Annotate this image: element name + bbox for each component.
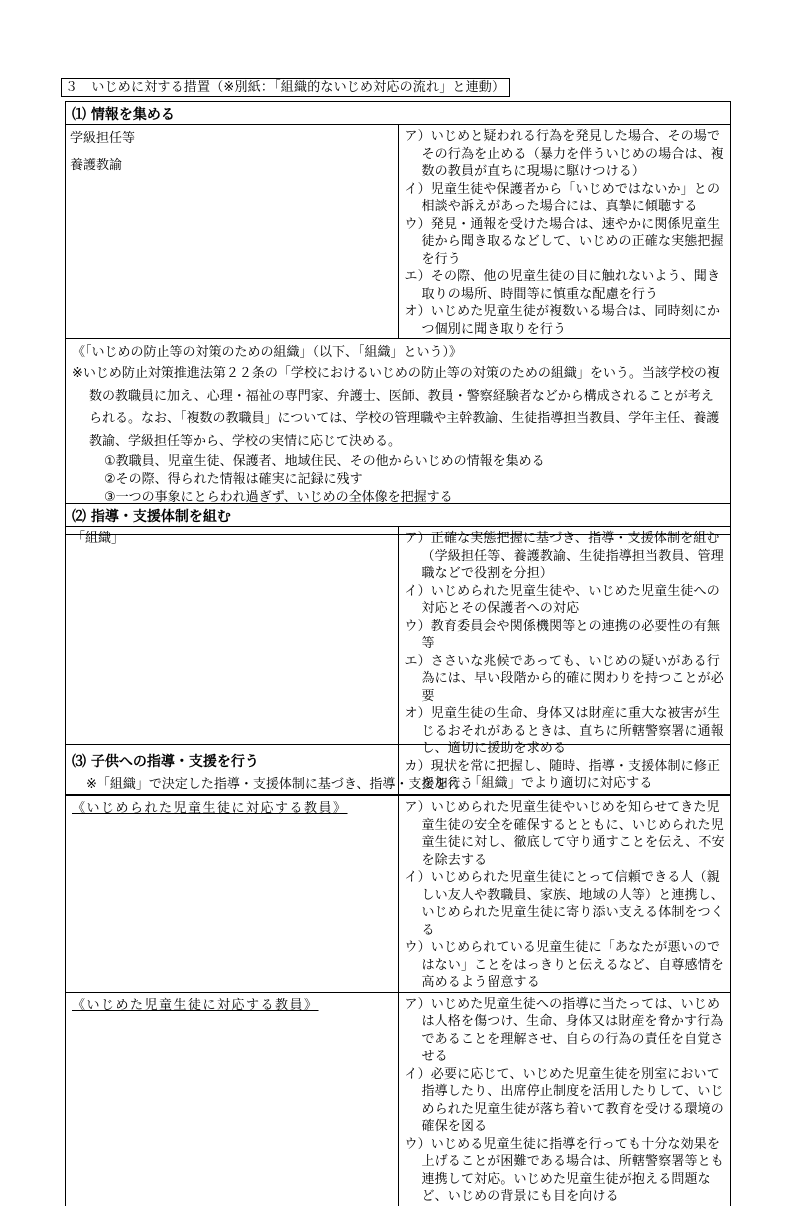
list-item: エ）ささいな兆候であっても、いじめの疑いがある行為には、早い段階から的確に関わりを持つことが必要	[404, 653, 724, 704]
list-item: ア）いじめと疑われる行為を発見した場合、その場でその行為を止める（暴力を伴ういじめの場合は、複数の教員が直ちに現場に駆けつける）	[404, 129, 724, 179]
list-item: ア）いじめられた児童生徒やいじめを知らせてきた児童生徒の安全を確保するとともに、いじめられた児童生徒に対し、徹底して守り通すことを伝え、不安を除去する	[404, 800, 725, 868]
list-item: ア）いじめた児童生徒への指導に当たっては、いじめは人格を傷つけ、生命、身体又は財産を脅かす行為であることを理解させ、自らの行為の責任を自覚させる	[404, 996, 724, 1064]
section-1-table	[65, 101, 731, 541]
role-nurse: 養護教諭	[70, 157, 123, 173]
section-3-bully-items	[398, 992, 731, 1206]
list-item: エ）その際、他の児童生徒の目に触れないよう、聞き取りの場所、時間等に慎重な配慮を行う	[404, 269, 721, 302]
list-item: イ）いじめられた児童生徒にとって信頼できる人（親しい友人や教職員、家族、地域の人等）と連携し、いじめられた児童生徒に寄り添い支える体制をつくる	[404, 870, 724, 938]
list-item: ウ）発見・通報を受けた場合は、速やかに関係児童生徒から聞き取るなどして、いじめの正確な実態把握を行う	[404, 216, 724, 267]
list-item: ウ）教育委員会や関係機関等との連携の必要性の有無 等	[404, 618, 734, 651]
list-item: イ）いじめられた児童生徒や、いじめた児童生徒への対応とその保護者への対応	[404, 583, 720, 616]
list-item: カ）現状を常に把握し、随時、指導・支援体制に修正を加え、「組織」でより適切に対応する	[404, 758, 721, 791]
list-item: イ）必要に応じて、いじめた児童生徒を別室において指導したり、出席停止制度を活用したりして、いじめられた児童生徒が落ち着いて教育を受ける環境の確保を図る	[404, 1066, 724, 1134]
section-3-table	[65, 744, 731, 1206]
list-item: ア）正確な実態把握に基づき、指導・支援体制を組む（学級担任等、養護教諭、生徒指導担当教員、管理職などで役割を分担）	[404, 531, 724, 581]
note-body: ※いじめ防止対策推進法第２２条の「学校におけるいじめの防止等の対策のための組織」をいう。当該学校の複数の教職員に加え、心理・福祉の専門家、弁護士、医師、教員・警察経験者などから構成されることが考えられる。なお、「複数の教職員」については、学校の管理職や主幹教諭、生徒指導担当教員、学年主任、養護教諭、学級担任等から、学校の実情に応じて決める。	[72, 366, 720, 449]
section-1-title: ⑴ 情報を集める	[66, 102, 731, 125]
note-point: ③一つの事象にとらわれ過ぎず、いじめの全体像を把握する	[104, 490, 453, 505]
list-item: イ）児童生徒や保護者から「いじめではないか」との相談や訴えがあった場合には、真摯に傾聴する	[404, 181, 721, 214]
role-homeroom: 学級担任等	[70, 131, 136, 146]
role-victim-teacher: 《いじめられた児童生徒に対応する教員》	[66, 796, 399, 993]
section-3-victim-items	[398, 796, 731, 993]
section-2-title: ⑵ 指導・支援体制を組む	[66, 504, 731, 527]
page-heading: ３ いじめに対する措置（※別紙：「組織的ないじめ対応の流れ」と連動）	[61, 78, 510, 97]
note-title: 《「いじめの防止等の対策のための組織」（以下、「組織」という）》	[72, 345, 463, 360]
list-item: オ）児童生徒の生命、身体又は財産に重大な被害が生じるおそれがあるときは、直ちに所轄警察署に通報し、適切に援助を求める	[404, 706, 724, 756]
note-point: ②その際、得られた情報は確実に記録に残す	[104, 472, 363, 487]
role-organization: 「組織」	[66, 527, 399, 795]
list-item: オ）いじめた児童生徒が複数いる場合は、同時刻にかつ個別に聞き取りを行う	[404, 304, 721, 337]
note-point: ①教職員、児童生徒、保護者、地域住民、その他からいじめの情報を集める	[104, 454, 545, 469]
section-3-subtitle: ※「組織」で決定した指導・支援体制に基づき、指導・支援を行う	[86, 777, 474, 792]
section-3-title: ⑶ 子供への指導・支援を行う	[72, 754, 259, 770]
section-1-roles	[66, 125, 399, 339]
list-item: ウ）いじめられている児童生徒に「あなたが悪いのではない」ことをはっきりと伝えるなど、自尊感情を高めるよう留意する	[404, 940, 724, 990]
section-1-items	[398, 125, 731, 339]
role-bully-teacher: 《いじめた児童生徒に対応する教員》	[66, 992, 399, 1206]
list-item: ウ）いじめる児童生徒に指導を行っても十分な効果を上げることが困難である場合は、所轄警察署等とも連携して対応。いじめた児童生徒が抱える問題など、いじめの背景にも目を向ける	[404, 1136, 724, 1204]
section-3-header	[66, 745, 731, 796]
